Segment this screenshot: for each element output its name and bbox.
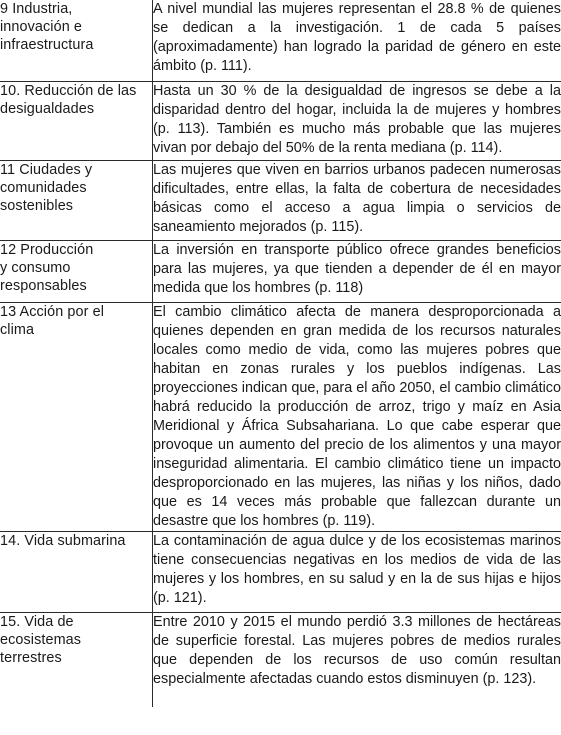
goal-label: 9 Industria, — [0, 1, 73, 17]
goal-cell — [0, 82, 153, 160]
goal-label: innovación e — [0, 19, 83, 35]
description-cell: Las mujeres que viven en barrios urbanos padecen numerosas dificultades, entre ellas, la falta de cobertura de necesidades básicas como el acceso a agua limpia o servicios de saneamiento mejorados (p. 115). — [153, 162, 561, 235]
goal-cell — [0, 241, 153, 302]
description-cell: La contaminación de agua dulce y de los ecosistemas marinos tiene consecuencias negativas en los medios de vida de las mujeres y los hombres, en su salud y en la de sus hijas e hijos (p. 121). — [153, 533, 561, 606]
goal-cell — [0, 303, 153, 531]
goal-cell — [0, 0, 153, 81]
goal-label: 10. Reducción de las — [0, 83, 137, 99]
goal-label: infraestructura — [0, 37, 94, 53]
goal-label: 13 Acción por el — [0, 304, 104, 320]
description-cell: La inversión en transporte público ofrece grandes beneficios para las mujeres, ya que tienden a depender de él en mayor medida que los hombres (p. 118) — [153, 242, 561, 296]
goal-label: terrestres — [0, 650, 62, 666]
description-cell: A nivel mundial las mujeres representan el 28.8 % de quienes se dedican a la investigación. 1 de cada 5 países (aproximadamente) han logrado la paridad de género en este ámbito (p. 111). — [153, 1, 561, 74]
goal-label: desigualdades — [0, 101, 95, 117]
table-row — [0, 303, 561, 531]
table-row — [0, 613, 561, 707]
description-cell: El cambio climático afecta de manera desproporcionada a quienes dependen en gran medida de los recursos naturales locales como medio de vida, como las mujeres pobres que habitan en zonas rurales y los pueblos indígenas. Las proyecciones indican que, para el año 2050, el cambio climático habrá reducido la producción de arroz, trigo y maíz en Asia Meridional y África Subsahariana. Lo que cabe esperar que provoque un aumento del precio de los alimentos y una mayor inseguridad alimentaria. El cambio climático tiene un impacto desproporcionado en las mujeres, las niñas y los niños, dado que es 14 veces más probable que fallezcan durante un desastre que los hombres (p. 119). — [153, 304, 561, 529]
goal-label: y consumo — [0, 260, 71, 276]
table-row — [0, 0, 561, 81]
goal-label: comunidades — [0, 180, 87, 196]
goal-label: responsables — [0, 278, 87, 294]
goal-label: 11 Ciudades y — [0, 162, 93, 178]
goal-label: 14. Vida submarina — [0, 533, 126, 549]
goal-cell — [0, 532, 153, 612]
table-row — [0, 532, 561, 612]
table-row — [0, 82, 561, 160]
goal-label: sostenibles — [0, 198, 74, 214]
goal-cell — [0, 161, 153, 240]
description-cell: Hasta un 30 % de la desigualdad de ingresos se debe a la disparidad dentro del hogar, incluida la de mujeres y hombres (p. 113). También es mucho más probable que las mujeres vivan por debajo del 50% de la renta mediana (p. 114). — [153, 83, 561, 156]
goal-cell — [0, 613, 153, 707]
table-row — [0, 161, 561, 240]
description-cell: Entre 2010 y 2015 el mundo perdió 3.3 millones de hectáreas de superficie forestal. Las mujeres pobres de medios rurales que dependen de los recursos de uso común resultan especialmente afectadas cuando estos disminuyen (p. 123). — [153, 614, 561, 687]
goal-label: ecosistemas — [0, 632, 82, 648]
goal-label: 12 Producción — [0, 242, 94, 258]
table-row — [0, 241, 561, 302]
goal-label: clima — [0, 322, 35, 338]
goal-label: 15. Vida de — [0, 614, 74, 630]
